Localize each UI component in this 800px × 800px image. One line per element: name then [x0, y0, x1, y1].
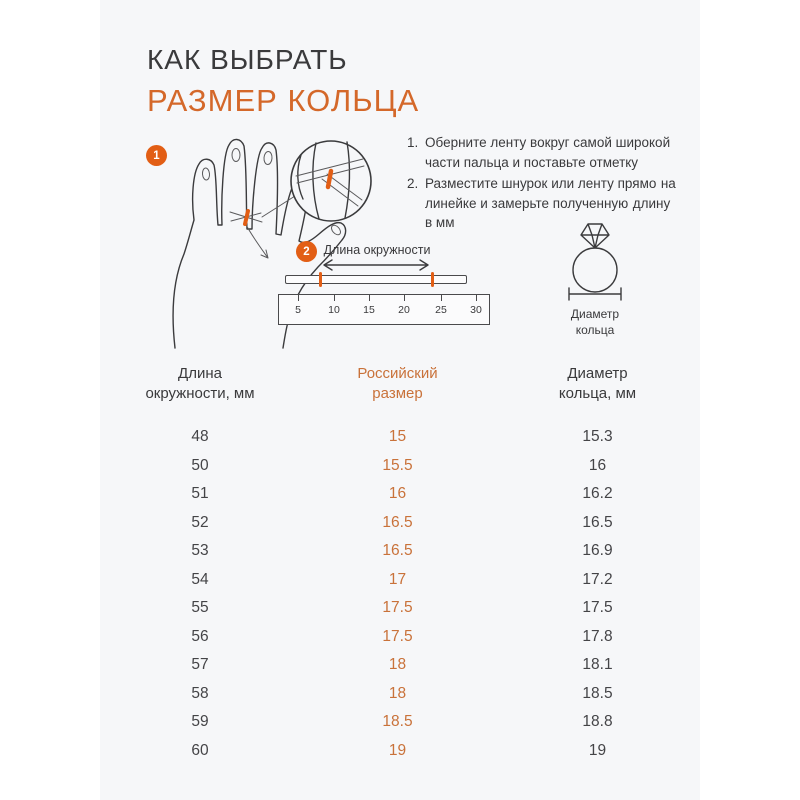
cell-diameter: 15.3 — [582, 428, 613, 446]
header-line: окружности, мм — [145, 385, 255, 402]
instruction-item-2 — [407, 174, 679, 233]
table-row — [100, 708, 700, 737]
string-mark — [245, 211, 248, 224]
instruction-item-1 — [407, 133, 679, 172]
header-line: Диаметр — [567, 365, 628, 382]
instruction-text — [425, 174, 679, 233]
instruction-marker: 2. — [407, 176, 419, 191]
fingernail-icon — [202, 168, 210, 181]
table-row — [100, 737, 700, 766]
cell-diameter: 16 — [588, 456, 607, 474]
table-header — [100, 364, 700, 404]
magnified-string-mark — [328, 171, 331, 187]
cell-circumference: 50 — [191, 456, 209, 474]
cell-ru-size: 17.5 — [382, 599, 413, 617]
cell-diameter: 18.8 — [582, 713, 613, 731]
infographic-panel — [100, 0, 700, 800]
header-line: Длина — [178, 365, 222, 382]
cell-ru-size: 19 — [388, 741, 407, 759]
ruler — [278, 294, 490, 325]
cell-ru-size: 15 — [388, 428, 407, 446]
cell-ru-size: 15.5 — [382, 456, 413, 474]
table-row — [100, 623, 700, 652]
cell-circumference: 51 — [191, 485, 209, 503]
tape-mark-end — [431, 272, 434, 287]
magnifier-connector-line — [262, 196, 295, 217]
ruler-tick — [476, 295, 477, 301]
cell-ru-size: 18 — [388, 656, 407, 674]
header-circumference — [100, 364, 300, 404]
table-row — [100, 480, 700, 509]
fingernail-icon — [232, 149, 240, 162]
diamond-icon — [581, 224, 609, 248]
ruler-tick-label: 15 — [363, 304, 375, 316]
ruler-tick — [334, 295, 335, 301]
cell-diameter: 17.2 — [582, 570, 613, 588]
instruction-marker: 1. — [407, 135, 419, 150]
table-row — [100, 509, 700, 538]
tape-mark-start — [319, 272, 322, 287]
table-body — [100, 423, 700, 765]
cell-ru-size: 18 — [388, 684, 407, 702]
cell-diameter: 19 — [588, 741, 607, 759]
cell-ru-size: 16 — [388, 485, 407, 503]
ruler-tick — [369, 295, 370, 301]
ruler-tick-label: 20 — [398, 304, 410, 316]
instruction-text-line: на линейке и замерьте полученную — [425, 176, 676, 211]
header-ru-size — [300, 364, 495, 404]
table-row — [100, 566, 700, 595]
cell-circumference: 52 — [191, 513, 209, 531]
table-row — [100, 452, 700, 481]
cell-ru-size: 17 — [388, 570, 407, 588]
ruler-tick — [441, 295, 442, 301]
circumference-label: Длина окружности — [323, 243, 431, 257]
measuring-tape — [285, 275, 467, 284]
ruler-tick — [404, 295, 405, 301]
ruler-tick-label: 25 — [435, 304, 447, 316]
table-row — [100, 537, 700, 566]
cell-circumference: 48 — [191, 428, 209, 446]
cell-ru-size: 18.5 — [382, 713, 413, 731]
double-arrow-icon — [320, 258, 432, 272]
cell-ru-size: 17.5 — [382, 627, 413, 645]
cell-diameter: 17.8 — [582, 627, 613, 645]
instruction-text-line: части пальца и поставьте отметку — [425, 154, 639, 170]
ruler-tick — [298, 295, 299, 301]
string-tail — [245, 223, 268, 258]
title-line-1: КАК ВЫБРАТЬ — [147, 44, 348, 75]
fingernail-icon — [264, 151, 273, 165]
cell-circumference: 53 — [191, 542, 209, 560]
cell-ru-size: 16.5 — [382, 513, 413, 531]
ruler-tick-label: 10 — [328, 304, 340, 316]
diameter-measure-line — [569, 288, 621, 300]
cell-circumference: 54 — [191, 570, 209, 588]
instruction-text — [425, 133, 679, 172]
step-1-badge: 1 — [146, 145, 167, 166]
cell-circumference: 60 — [191, 741, 209, 759]
ring-label-line-2: кольца — [575, 323, 615, 337]
instruction-text-line: Оберните ленту вокруг самой широкой — [425, 135, 671, 150]
cell-diameter: 16.5 — [582, 513, 613, 531]
cell-diameter: 17.5 — [582, 599, 613, 617]
ring-icon — [555, 215, 635, 307]
cell-circumference: 55 — [191, 599, 209, 617]
cell-circumference: 59 — [191, 713, 209, 731]
table-row — [100, 651, 700, 680]
cell-circumference: 58 — [191, 684, 209, 702]
header-line: размер — [372, 385, 423, 402]
table-row — [100, 680, 700, 709]
ring-band — [573, 248, 617, 292]
instruction-text-line: длину в мм — [425, 195, 671, 230]
header-line: Российский — [357, 365, 438, 382]
page-title — [147, 44, 419, 119]
title-line-2: РАЗМЕР КОЛЬЦА — [147, 83, 420, 118]
size-table — [100, 364, 700, 759]
ruler-tick-label: 30 — [470, 304, 482, 316]
ring-label-line-1: Диаметр — [570, 307, 620, 321]
cell-circumference: 57 — [191, 656, 209, 674]
cell-diameter: 16.2 — [582, 485, 613, 503]
header-diameter — [495, 364, 700, 404]
table-row — [100, 594, 700, 623]
magnifier-circle — [291, 141, 371, 221]
cell-diameter: 16.9 — [582, 542, 613, 560]
cell-diameter: 18.1 — [582, 656, 613, 674]
cell-circumference: 56 — [191, 627, 209, 645]
header-line: кольца, мм — [558, 385, 637, 402]
step-2-badge: 2 — [296, 241, 317, 262]
cell-ru-size: 16.5 — [382, 542, 413, 560]
table-row — [100, 423, 700, 452]
ruler-tick-label: 5 — [295, 304, 301, 316]
instructions-list — [407, 133, 679, 235]
cell-diameter: 18.5 — [582, 684, 613, 702]
ring-diameter-label — [550, 306, 640, 338]
instruction-text-line: Разместите шнурок или ленту прямо — [425, 176, 657, 191]
